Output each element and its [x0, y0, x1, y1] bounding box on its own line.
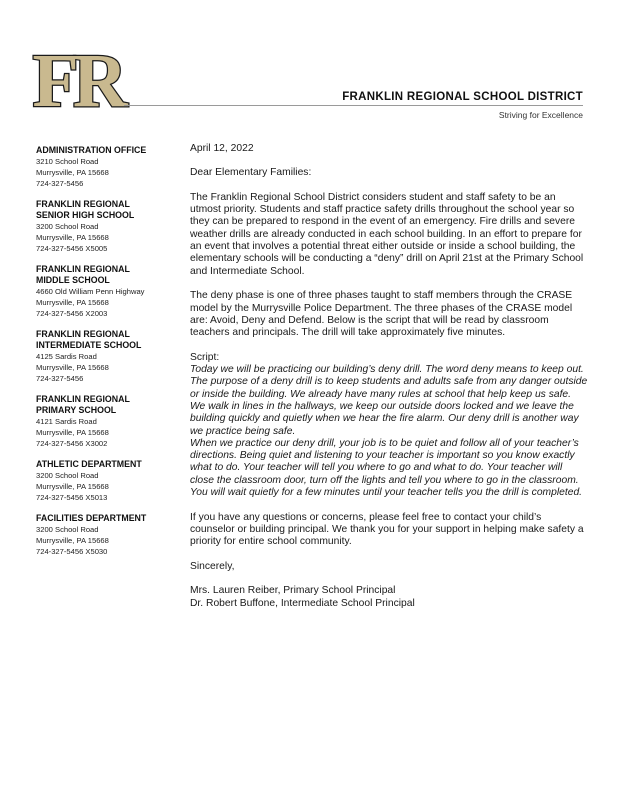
office-name: ADMINISTRATION OFFICE: [36, 145, 147, 155]
district-logo: [32, 39, 122, 123]
office-street: 4121 Sardis Road: [36, 417, 97, 426]
letter-body: [190, 143, 588, 610]
signatory: Mrs. Lauren Reiber, Primary School Principal: [190, 585, 396, 597]
office-city: Murrysville, PA 15668: [36, 428, 109, 437]
letter-paragraph-contact: If you have any questions or concerns, please feel free to contact your child’s counselor or building principal. We thank you for your support in helping make safety a priority for entire school community.: [190, 511, 584, 548]
letter-paragraph-crase: The deny phase is one of three phases taught to staff members through the CRASE model by the Murrysville Police Department. The three phases of the CRASE model are: Avoid, Deny and Defend. Below is the script that will be read by classroom teachers and principals. The drill will take approximately five minutes.: [190, 290, 573, 339]
office-name: FRANKLIN REGIONAL INTERMEDIATE SCHOOL: [36, 329, 142, 350]
signatory: Dr. Robert Buffone, Intermediate School Principal: [190, 597, 415, 609]
office-entry: [36, 394, 176, 449]
office-phone: 724-327-5456: [36, 179, 84, 188]
office-city: Murrysville, PA 15668: [36, 536, 109, 545]
office-street: 3200 School Road: [36, 525, 99, 534]
office-phone: 724-327-5456 X5013: [36, 493, 108, 502]
office-street: 4125 Sardis Road: [36, 352, 97, 361]
office-entry: [36, 329, 176, 384]
office-name: FACILITIES DEPARTMENT: [36, 513, 147, 523]
office-name: ATHLETIC DEPARTMENT: [36, 459, 142, 469]
office-name: FRANKLIN REGIONAL PRIMARY SCHOOL: [36, 394, 130, 415]
letter-paragraph-intro: The Franklin Regional School District considers student and staff safety to be an utmost priority. Students and staff practice safety drills throughout the school year so they can be prepared to respond in the event of an emergency. Fire drills and severe weather drills are already conducted in each school building. In an effort to prepare for an event that involves a potential threat either outside or inside a school building, the elementary schools will be conducting a “deny” drill on April 21st at the Primary School and Intermediate School.: [190, 191, 584, 277]
script-part-2: When we practice our deny drill, your job is to be quiet and follow all of your teacher’s directions. Being quiet and listening to your teacher is important so you know exactly what to do. Your teacher will tell you where to go and what to do. Your teacher will close the classroom door, turn off the lights and tell you where to go in the classroom. You will wait quietly for a few minutes until your teacher tells you the drill is completed.: [190, 437, 583, 499]
office-directory: [36, 145, 176, 567]
office-phone: 724-327-5456 X5030: [36, 547, 108, 556]
district-name: FRANKLIN REGIONAL SCHOOL DISTRICT: [342, 91, 583, 103]
office-city: Murrysville, PA 15668: [36, 363, 109, 372]
script-label: Script:: [190, 351, 220, 363]
office-name: FRANKLIN REGIONAL SENIOR HIGH SCHOOL: [36, 199, 135, 220]
office-phone: 724-327-5456 X2003: [36, 309, 108, 318]
office-street: 3200 School Road: [36, 222, 99, 231]
office-city: Murrysville, PA 15668: [36, 298, 109, 307]
office-entry: [36, 513, 176, 557]
office-city: Murrysville, PA 15668: [36, 168, 109, 177]
district-tagline: Striving for Excellence: [498, 110, 583, 120]
letter-salutation: Dear Elementary Families:: [190, 167, 312, 179]
office-phone: 724-327-5456: [36, 374, 84, 383]
office-phone: 724-327-5456 X5005: [36, 244, 108, 253]
office-phone: 724-327-5456 X3002: [36, 439, 108, 448]
office-entry: [36, 459, 176, 503]
office-entry: [36, 145, 176, 189]
logo-lettering: FR: [32, 39, 122, 123]
office-street: 3210 School Road: [36, 157, 99, 166]
office-street: 3200 School Road: [36, 471, 99, 480]
letter-closing: Sincerely,: [190, 560, 235, 572]
office-street: 4660 Old William Penn Highway: [36, 287, 145, 296]
drill-script: [190, 352, 588, 500]
script-part-1: Today we will be practicing our building’s deny drill. The word deny means to keep out. The purpose of a deny drill is to keep students and adults safe from any danger outside or inside the building. We already have many rules at school that help keep us safe. We walk in lines in the hallways, we keep our outside doors locked and we leave the building quickly and quietly when we hear the fire alarm. Our deny drill is another way we practice being safe.: [190, 364, 588, 437]
office-city: Murrysville, PA 15668: [36, 482, 109, 491]
office-entry: [36, 199, 176, 254]
letter-date: April 12, 2022: [190, 143, 254, 154]
office-city: Murrysville, PA 15668: [36, 233, 109, 242]
office-entry: [36, 264, 176, 319]
header-rule: [124, 105, 583, 106]
office-name: FRANKLIN REGIONAL MIDDLE SCHOOL: [36, 264, 130, 285]
